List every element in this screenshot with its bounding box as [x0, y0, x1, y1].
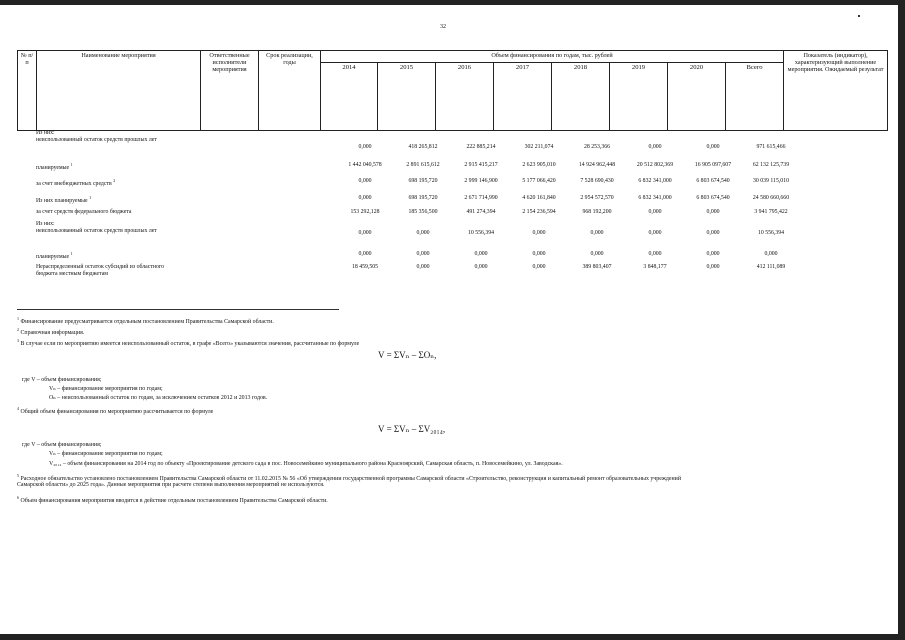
cell-value: 2 891 615,612 — [406, 162, 440, 168]
footnote-separator — [17, 309, 339, 310]
cell-total: 971 615,466 — [756, 144, 786, 150]
cell-value: 28 253,366 — [583, 144, 611, 150]
header-year: 2019 — [610, 63, 668, 131]
cell-value: 10 556,394 — [467, 230, 495, 236]
financing-table-header — [17, 50, 888, 131]
cell-value: 1 442 040,578 — [348, 162, 382, 168]
header-year: 2017 — [494, 63, 552, 131]
cell-value: 2 154 236,594 — [522, 209, 556, 215]
cell-value: 418 265,812 — [408, 144, 438, 150]
cell-value: 3 848,177 — [643, 264, 667, 270]
cell-value: 0,000 — [474, 251, 488, 257]
cell-total: 30 039 115,010 — [752, 178, 789, 184]
row-label: за счет внебюджетных средств $^2$ — [36, 178, 116, 187]
cell-value: 0,000 — [532, 264, 546, 270]
footnote-1: $^1$ Финансирование предусматривается отдельным постановлением Правительства Самарской области. — [17, 316, 274, 325]
footnote-3: $^3$ В случае если по мероприятию имеется неиспользованный остаток, в графе «Всего» указываются значения, рассчитанные по формуле — [17, 338, 360, 347]
cell-value: 2 999 146,900 — [464, 178, 498, 184]
cell-value: 2 915 415,217 — [464, 162, 498, 168]
cell-value: 0,000 — [590, 230, 604, 236]
cell-value: 0,000 — [648, 230, 662, 236]
cell-total: 412 111,089 — [756, 264, 786, 270]
footnote-5: $^5$ Расходное обязательство установлено постановлением Правительства Самарской области от 11.02.2015 № 56 «Об утверждении государственной программы Самарской области «Строительство, реконструкция и капитальный ремонт образовательных учреждений — [17, 473, 681, 482]
cell-value: 4 620 161,840 — [522, 195, 556, 201]
row-label: Из них планируемые $^1$ — [36, 195, 92, 204]
cell-value: 0,000 — [474, 264, 488, 270]
cell-value: 14 924 962,448 — [578, 162, 616, 168]
cell-value: 0,000 — [706, 144, 720, 150]
cell-value: 6 832 341,000 — [638, 178, 672, 184]
header-total: Всего — [726, 63, 784, 131]
formula-1-where-on: Oₙ – неиспользованный остаток по годам, за исключением остатков 2012 и 2013 годов. — [49, 395, 268, 401]
formula-1: V = ΣVₙ – ΣOₙ, — [378, 350, 437, 360]
scan-border-bottom — [0, 634, 905, 640]
cell-value: 20 512 802,369 — [636, 162, 674, 168]
cell-value: 0,000 — [706, 264, 720, 270]
scan-speck — [858, 15, 860, 17]
footnote-2: $^2$ Справочная информация. — [17, 327, 85, 336]
cell-value: 2 954 572,570 — [580, 195, 614, 201]
formula-1-where-v: где V – объем финансирования; — [22, 377, 102, 383]
cell-value: 0,000 — [358, 178, 372, 184]
formula-2-where-v2014: V₂₀₁₄ – объем финансирования на 2014 год по объекту «Проектирование детского сада в пос. Новосемейкино муниципального района Красноярский, Самарская область, п. Новосемейкино, ул. Заводская». — [49, 461, 563, 467]
formula-2-where-v: где V – объем финансирования; — [22, 442, 102, 448]
cell-value: 185 356,500 — [408, 209, 438, 215]
header-year: 2015 — [378, 63, 436, 131]
cell-value: 0,000 — [358, 195, 372, 201]
cell-value: 698 195,720 — [408, 195, 438, 201]
formula-1-where-vn: Vₙ – финансирование мероприятия по годам; — [49, 386, 163, 392]
cell-value: 302 211,074 — [524, 144, 554, 150]
row-label: за счет средств федерального бюджета — [36, 209, 132, 215]
footnote-4: $^4$ Общий объем финансирования по мероприятию рассчитывается по формуле — [17, 406, 214, 415]
cell-total: 10 556,394 — [757, 230, 785, 236]
cell-value: 0,000 — [706, 251, 720, 257]
header-number: № п/п — [18, 51, 37, 131]
formula-2-where-vn: Vₙ – финансирование мероприятия по годам; — [49, 451, 163, 457]
cell-total: 24 580 660,660 — [752, 195, 790, 201]
header-activity-name: Наименование мероприятия — [37, 51, 201, 131]
cell-value: 0,000 — [532, 230, 546, 236]
cell-value: 6 803 674,540 — [696, 178, 730, 184]
cell-value: 0,000 — [648, 209, 662, 215]
cell-value: 0,000 — [358, 230, 372, 236]
footnote-5-continued: Самарской области» до 2025 года». Данные мероприятия при расчете степени выполнения мероприятий не используются. — [17, 482, 325, 488]
row-label: планируемые $^1$ — [36, 251, 73, 260]
row-label: Из них: неиспользованный остаток средств прошлых лет — [36, 130, 157, 144]
cell-value: 0,000 — [358, 251, 372, 257]
cell-value: 16 905 097,607 — [694, 162, 732, 168]
cell-value: 0,000 — [706, 230, 720, 236]
cell-value: 0,000 — [416, 264, 430, 270]
cell-value: 698 195,720 — [408, 178, 438, 184]
row-label: планируемые $^1$ — [36, 162, 73, 171]
cell-value: 0,000 — [706, 209, 720, 215]
cell-value: 0,000 — [590, 251, 604, 257]
cell-total: 0,000 — [764, 251, 778, 257]
cell-value: 7 528 690,430 — [580, 178, 614, 184]
formula-2: V = ΣVₙ – ΣV₂₀₁₄, — [378, 424, 446, 434]
header-financing: Объем финансирования по годам, тыс. рублей — [321, 51, 784, 63]
header-year: 2020 — [668, 63, 726, 131]
cell-value: 968 192,200 — [582, 209, 612, 215]
cell-value: 153 292,128 — [350, 209, 380, 215]
cell-value: 2 623 905,010 — [522, 162, 556, 168]
cell-total: 3 941 795,422 — [754, 209, 788, 215]
page-number: 32 — [440, 24, 446, 30]
scan-border-top — [0, 0, 905, 5]
row-label: Из них: неиспользованный остаток средств прошлых лет — [36, 221, 157, 235]
cell-value: 6 803 674,540 — [696, 195, 730, 201]
cell-value: 0,000 — [416, 251, 430, 257]
footnote-6: $^6$ Объем финансирования мероприятия вводится в действие отдельным постановлением Правительства Самарской области. — [17, 495, 328, 504]
cell-value: 2 671 714,990 — [464, 195, 498, 201]
cell-value: 389 803,407 — [582, 264, 612, 270]
header-period: Срок реализации, годы — [259, 51, 321, 131]
cell-value: 491 274,394 — [466, 209, 496, 215]
header-executor: Ответственные исполнители мероприятия — [201, 51, 259, 131]
header-year: 2014 — [321, 63, 378, 131]
header-year: 2018 — [552, 63, 610, 131]
cell-value: 0,000 — [532, 251, 546, 257]
scan-border-right — [898, 0, 905, 640]
cell-value: 0,000 — [358, 144, 372, 150]
cell-total: 62 132 125,739 — [752, 162, 790, 168]
cell-value: 18 459,505 — [351, 264, 379, 270]
cell-value: 6 832 341,000 — [638, 195, 672, 201]
cell-value: 0,000 — [648, 251, 662, 257]
header-indicator: Показатель (индикатор), характеризующий выполнение мероприятия. Ожидаемый результат — [784, 51, 888, 131]
cell-value: 222 885,214 — [466, 144, 496, 150]
row-label: Нераспределенный остаток субсидий из областного бюджета местным бюджетам — [36, 264, 164, 278]
cell-value: 5 177 066,420 — [522, 178, 556, 184]
cell-value: 0,000 — [648, 144, 662, 150]
cell-value: 0,000 — [416, 230, 430, 236]
header-year: 2016 — [436, 63, 494, 131]
